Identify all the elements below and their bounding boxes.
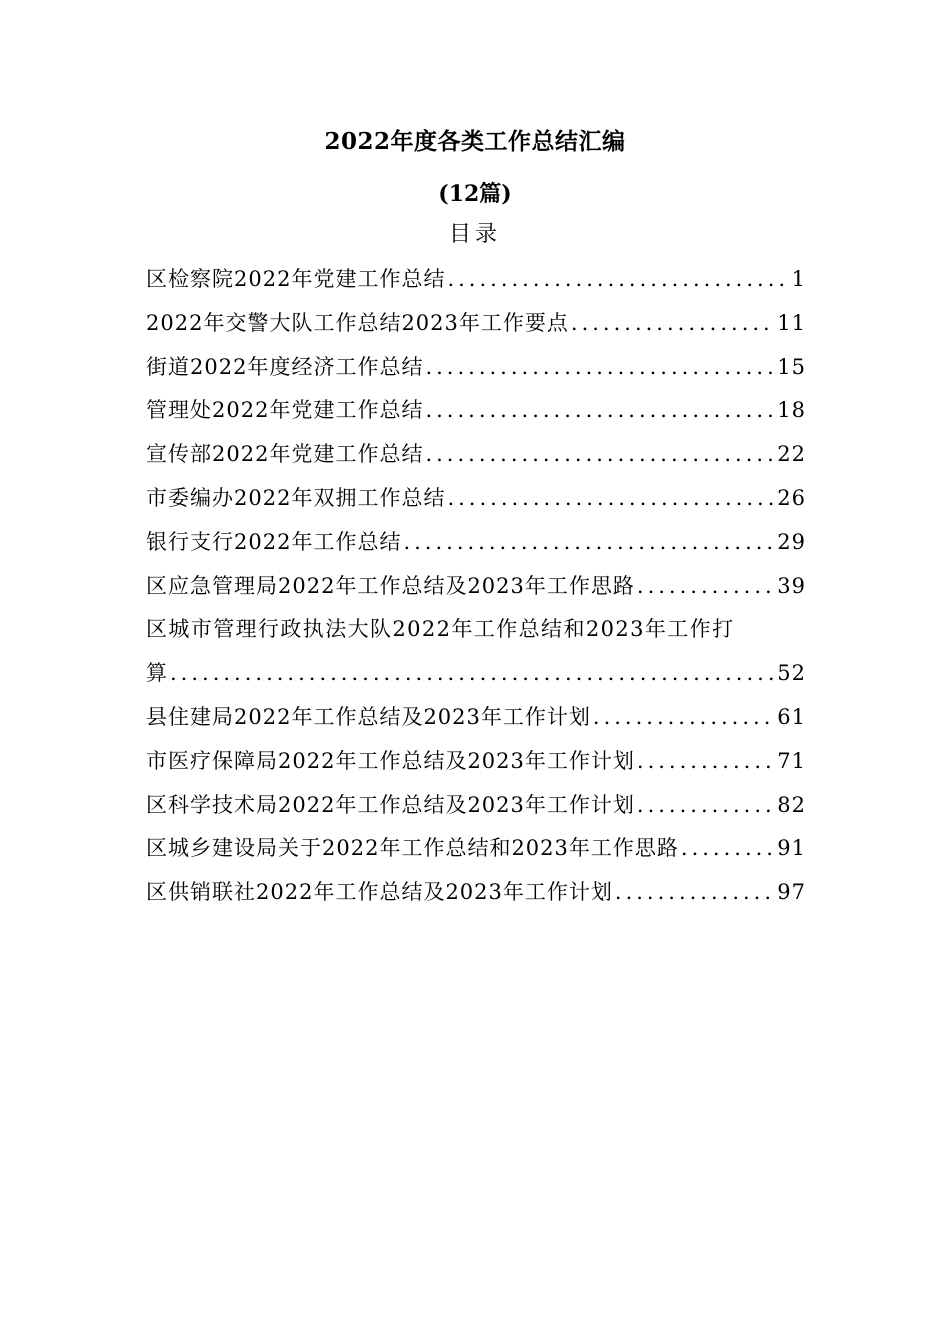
toc-entry[interactable] (146, 696, 806, 740)
toc-page-number: 1 (791, 267, 806, 291)
toc-page-number: 39 (777, 573, 806, 598)
toc-entry-title: 区城市管理行政执法大队2022年工作总结和2023年工作打 (146, 617, 735, 642)
toc-entry-title: 区检察院2022年党建工作总结 (146, 267, 446, 291)
toc-entry-title: 市委编办2022年双拥工作总结 (146, 485, 446, 510)
toc-entry-title: 区应急管理局2022年工作总结及2023年工作思路 (146, 573, 635, 598)
toc-entry[interactable] (146, 608, 806, 696)
toc-entry[interactable] (146, 302, 806, 346)
toc-leader-dots (637, 740, 775, 784)
toc-leader-dots (637, 565, 775, 609)
toc-page-number: 91 (777, 836, 806, 861)
toc-leader-dots (403, 521, 775, 565)
document-title: 2022年度各类工作总结汇编 (324, 128, 626, 155)
toc-leader-dots (447, 258, 789, 302)
toc-entry-title: 区供销联社2022年工作总结及2023年工作计划 (146, 880, 613, 905)
toc-leader-dots (571, 302, 775, 346)
toc-entry[interactable] (146, 784, 806, 828)
toc-entry-title: 管理处2022年党建工作总结 (146, 398, 424, 423)
toc-entry[interactable] (146, 346, 806, 390)
toc-page-number: 61 (777, 704, 806, 729)
toc-entry-continuation-line (146, 652, 806, 696)
toc-entry-title: 区科学技术局2022年工作总结及2023年工作计划 (146, 792, 635, 817)
toc-page-number: 29 (777, 529, 806, 554)
toc-entry[interactable] (146, 740, 806, 784)
toc-entry[interactable] (146, 521, 806, 565)
toc-entry[interactable] (146, 827, 806, 871)
toc-leader-dots (593, 696, 775, 740)
toc-leader-dots (425, 346, 775, 390)
toc-entry[interactable] (146, 477, 806, 521)
toc-entry[interactable] (146, 389, 806, 433)
toc-entry-title: 宣传部2022年党建工作总结 (146, 442, 424, 467)
toc-entry-title: 2022年交警大队工作总结2023年工作要点 (146, 310, 569, 335)
toc-leader-dots (170, 652, 775, 696)
document-subtitle: (12篇) (438, 181, 512, 207)
toc-leader-dots (425, 389, 775, 433)
toc-page-number: 11 (777, 310, 806, 335)
toc-entry[interactable] (146, 871, 806, 915)
toc-page-number: 71 (777, 748, 806, 773)
toc-page-number: 15 (777, 354, 806, 379)
toc-leader-dots (681, 827, 775, 871)
toc-entry-title: 区城乡建设局关于2022年工作总结和2023年工作思路 (146, 836, 679, 861)
toc-entry[interactable] (146, 565, 806, 609)
toc-leader-dots (425, 433, 775, 477)
toc-page-number: 22 (777, 442, 806, 467)
toc-leader-dots (447, 477, 775, 521)
toc-entry-title-continuation: 算 (146, 661, 168, 686)
toc-entry-title: 县住建局2022年工作总结及2023年工作计划 (146, 704, 591, 729)
toc-leader-dots (637, 784, 775, 828)
toc-entry-title: 银行支行2022年工作总结 (146, 529, 402, 554)
table-of-contents (146, 258, 806, 915)
toc-entry-title: 市医疗保障局2022年工作总结及2023年工作计划 (146, 748, 635, 773)
toc-page-number: 97 (777, 880, 806, 905)
toc-page-number: 18 (777, 398, 806, 423)
toc-entry-title: 街道2022年度经济工作总结 (146, 354, 424, 379)
toc-leader-dots (615, 871, 775, 915)
toc-page-number: 26 (777, 485, 806, 510)
toc-entry[interactable] (146, 433, 806, 477)
toc-entry[interactable] (146, 258, 806, 302)
toc-page-number: 82 (777, 792, 806, 817)
toc-heading: 目录 (448, 222, 501, 247)
toc-page-number: 52 (777, 661, 806, 686)
